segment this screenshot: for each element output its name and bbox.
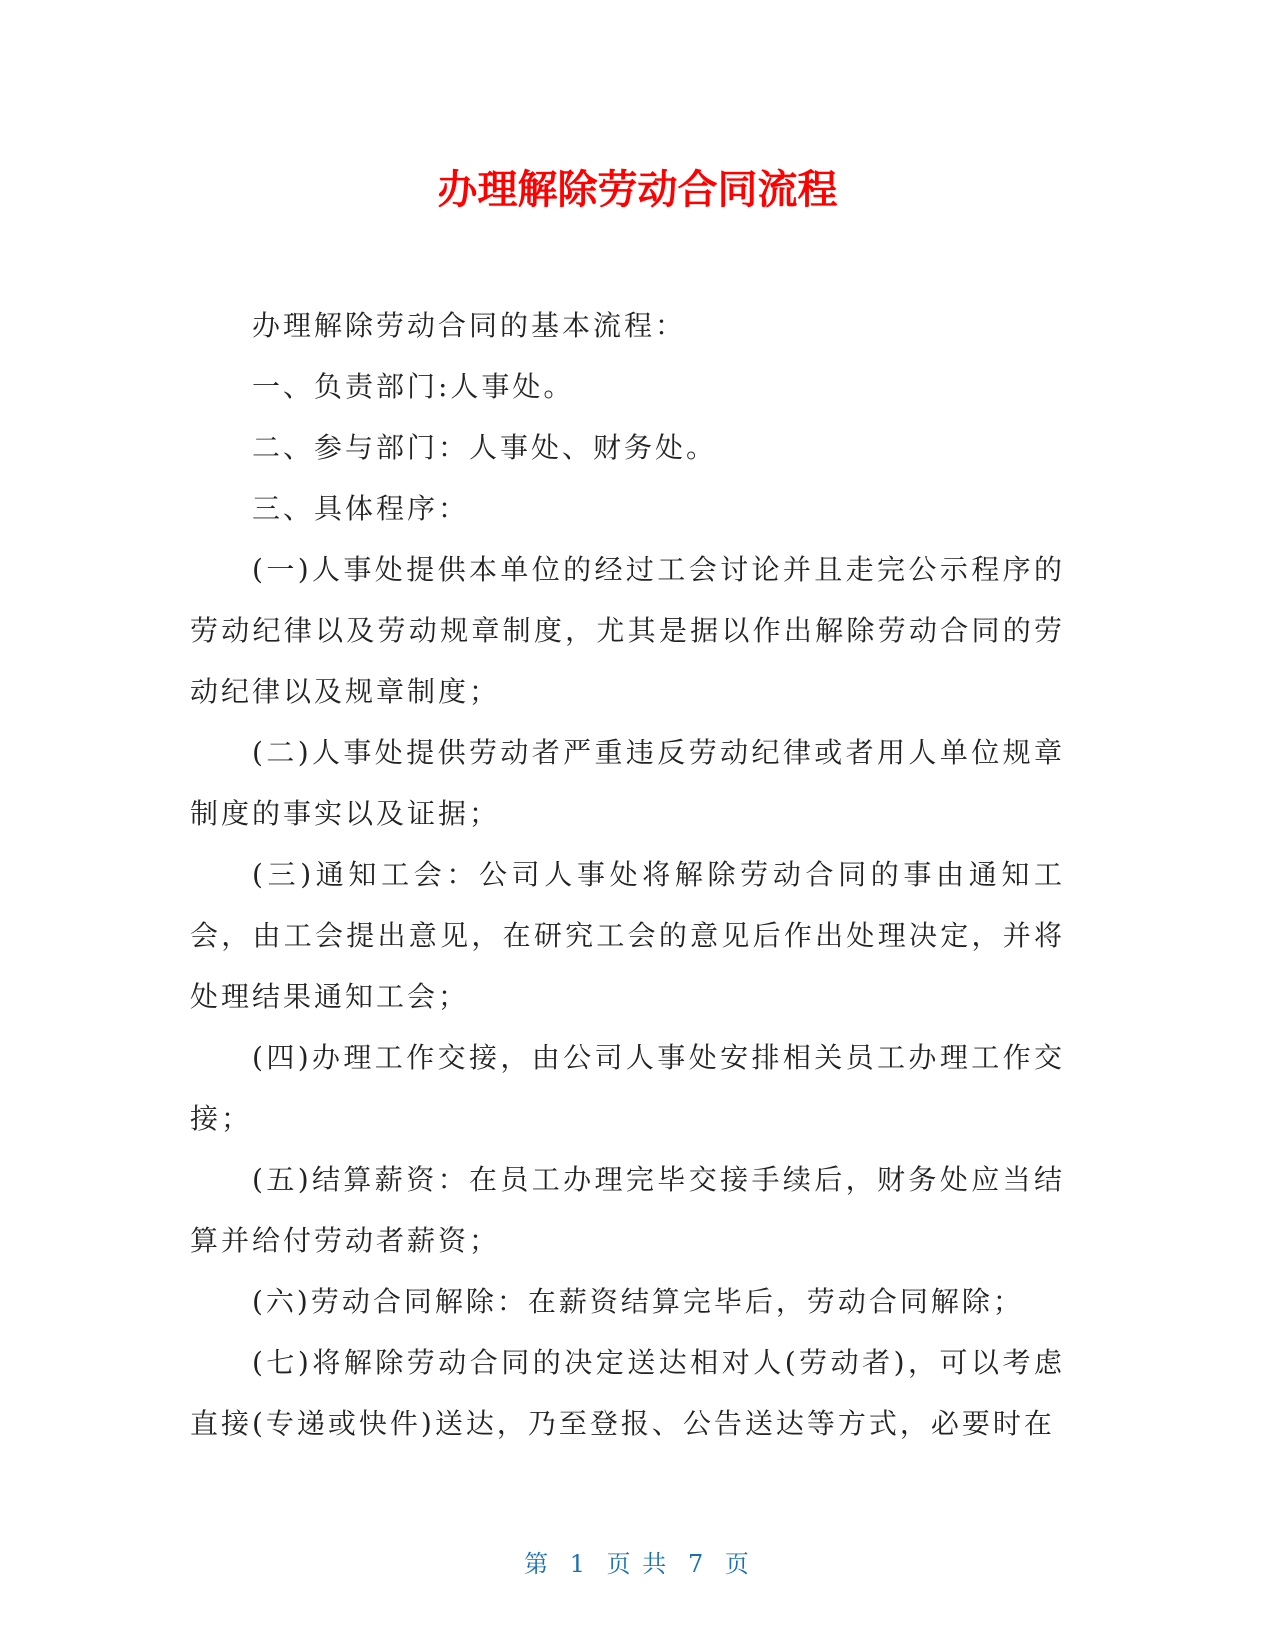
- paragraph-participating-dept: 二、参与部门：人事处、财务处。: [252, 431, 718, 464]
- paragraph-step-1: (一)人事处提供本单位的经过工会讨论并且走完公示程序的劳动纪律以及劳动规章制度，尤其是据以作出解除劳动合同的劳动纪律以及规章制度；: [190, 553, 1065, 708]
- paragraph-step-6: (六)劳动合同解除：在薪资结算完毕后，劳动合同解除；: [252, 1285, 1024, 1318]
- footer-suffix: 页: [724, 1550, 751, 1578]
- paragraph-intro: 办理解除劳动合同的基本流程：: [252, 309, 687, 342]
- footer-current-page: 1: [569, 1550, 588, 1578]
- paragraph-step-7: (七)将解除劳动合同的决定送达相对人(劳动者)，可以考虑直接(专递或快件)送达，乃至登报、公告送达等方式，必要时在: [190, 1346, 1065, 1440]
- paragraph-procedure-heading: 三、具体程序：: [252, 492, 470, 525]
- paragraph-step-4: (四)办理工作交接，由公司人事处安排相关员工办理工作交接；: [190, 1041, 1065, 1135]
- footer-prefix: 第: [524, 1550, 551, 1578]
- paragraph-step-3: (三)通知工会：公司人事处将解除劳动合同的事由通知工会，由工会提出意见，在研究工会的意见后作出处理决定，并将处理结果通知工会；: [190, 858, 1065, 1013]
- document-body: [190, 295, 1065, 1454]
- footer-total-pages: 7: [687, 1550, 706, 1578]
- footer-middle: 页 共: [606, 1550, 669, 1578]
- page-number-footer: [0, 1548, 1275, 1580]
- paragraph-responsible-dept: 一、负责部门:人事处。: [252, 370, 575, 403]
- document-title: 办理解除劳动合同流程: [437, 167, 838, 213]
- paragraph-step-2: (二)人事处提供劳动者严重违反劳动纪律或者用人单位规章制度的事实以及证据；: [190, 736, 1065, 830]
- paragraph-step-5: (五)结算薪资：在员工办理完毕交接手续后，财务处应当结算并给付劳动者薪资；: [190, 1163, 1065, 1257]
